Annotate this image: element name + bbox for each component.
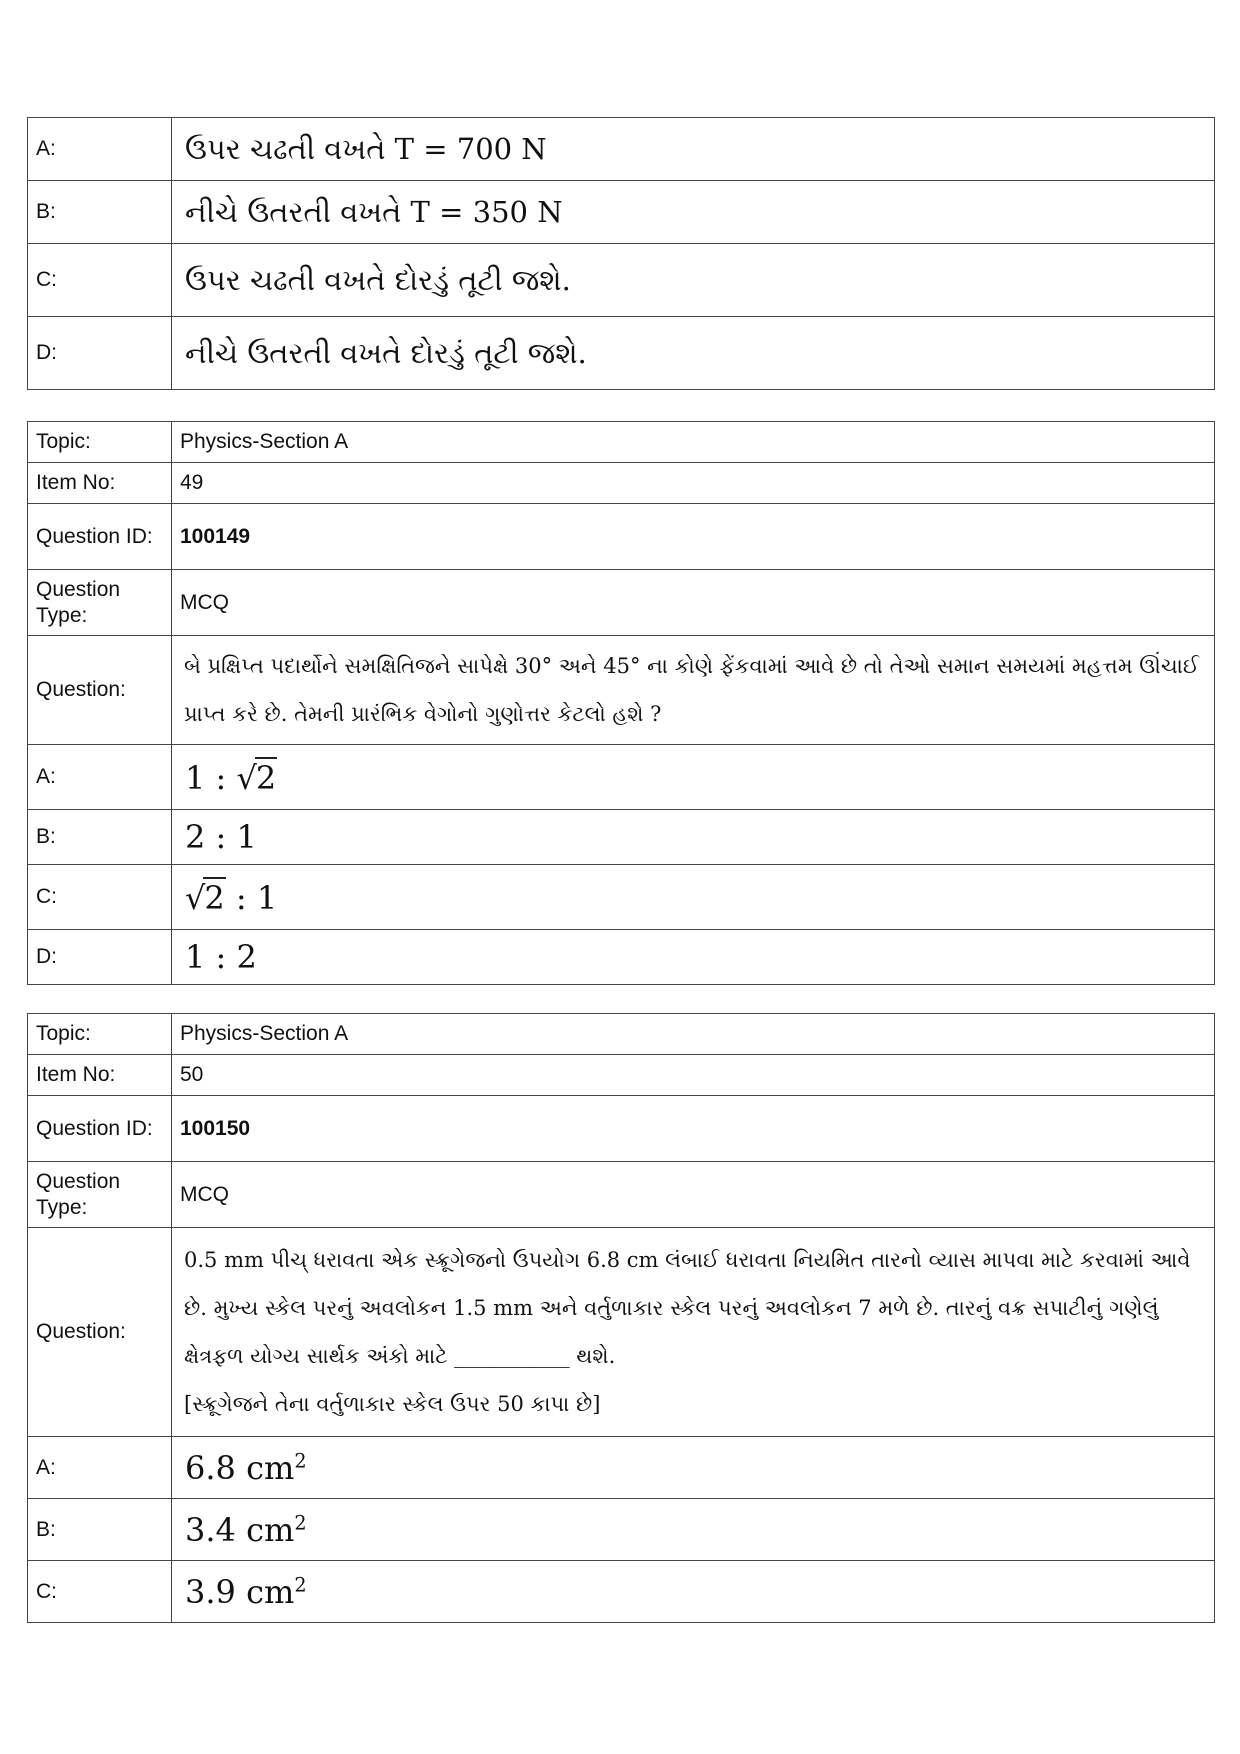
question-type-row xyxy=(28,570,1215,636)
topic-row xyxy=(28,1014,1215,1055)
option-b-text: નીચે ઉતરતી વખતે T = 350 N xyxy=(172,181,1215,244)
question-label: Question: xyxy=(28,636,172,745)
question-id-label: Question ID: xyxy=(28,504,172,570)
question-type-value: MCQ xyxy=(172,570,1215,636)
question-text: બે પ્રક્ષિપ્ત પદાર્થોને સમક્ષિતિજને સાપેક્ષે 30° અને 45° ના કોણે ફેંકવામાં આવે છે તો તેઓ સમાન સમયમાં મહત્તમ ઊંચાઈ પ્રાપ્ત કરે છે. તેમની પ્રારંભિક વેગોનો ગુણોત્તર કેટલો હશે ? xyxy=(172,636,1215,745)
option-d-text: નીચે ઉતરતી વખતે દોરડું તૂટી જશે. xyxy=(172,317,1215,390)
option-label: B: xyxy=(28,1499,172,1561)
option-label: B: xyxy=(28,181,172,244)
option-label: B: xyxy=(28,810,172,865)
option-row xyxy=(28,181,1215,244)
exponent: 2 xyxy=(294,1510,307,1534)
option-a-value xyxy=(172,745,1215,810)
topic-row xyxy=(28,422,1215,463)
option-a-text: ઉપર ચઢતી વખતે T = 700 N xyxy=(172,118,1215,181)
option-a-value xyxy=(172,1437,1215,1499)
radicand: 2 xyxy=(204,879,225,917)
option-c-value xyxy=(172,1561,1215,1623)
topic-value: Physics-Section A xyxy=(172,1014,1215,1055)
question-text xyxy=(172,1228,1215,1437)
exponent: 2 xyxy=(294,1448,307,1472)
question-body: 0.5 mm પીચ્ ધરાવતા એક સ્ક્રૂગેજનો ઉપયોગ 6.8 cm લંબાઈ ધરાવતા નિયમિત તારનો વ્યાસ માપવા માટે કરવામાં આવે છે. મુખ્ય સ્કેલ પરનું અવલોકન 1.5 mm અને વર્તુળાકાર સ્કેલ પરનું અવલોકન 7 મળે છે. તારનું વક્ર સપાટીનું ગણેલું ક્ષેત્રફળ યોગ્ય સાર્થક અંકો માટે ___________ થશે. xyxy=(184,1248,1191,1368)
option-a-prefix: 1 : xyxy=(185,759,237,797)
question-id-label: Question ID: xyxy=(28,1096,172,1162)
radicand: 2 xyxy=(255,759,277,797)
item-row xyxy=(28,1055,1215,1096)
option-row xyxy=(28,244,1215,317)
question-id-value: 100149 xyxy=(172,504,1215,570)
option-label: A: xyxy=(28,118,172,181)
question-49-table xyxy=(27,421,1215,985)
question-note: [સ્ક્રૂગેજને તેના વર્તુળાકાર સ્કેલ ઉપર 50 કાપા છે] xyxy=(184,1392,601,1416)
sqrt-symbol: √2 xyxy=(185,879,225,917)
question-id-row xyxy=(28,1096,1215,1162)
option-row xyxy=(28,317,1215,390)
question-id-value: 100150 xyxy=(172,1096,1215,1162)
option-row xyxy=(28,810,1215,865)
question-row xyxy=(28,1228,1215,1437)
question-type-value: MCQ xyxy=(172,1162,1215,1228)
option-label: C: xyxy=(28,1561,172,1623)
option-row xyxy=(28,1561,1215,1623)
item-row xyxy=(28,463,1215,504)
option-row xyxy=(28,930,1215,985)
option-label: A: xyxy=(28,1437,172,1499)
option-c-value xyxy=(172,865,1215,930)
option-label: A: xyxy=(28,745,172,810)
question-id-row xyxy=(28,504,1215,570)
item-value: 50 xyxy=(172,1055,1215,1096)
topic-value: Physics-Section A xyxy=(172,422,1215,463)
option-label: C: xyxy=(28,865,172,930)
option-b-value: 2 : 1 xyxy=(172,810,1215,865)
option-label: D: xyxy=(28,930,172,985)
question-50-table xyxy=(27,1013,1215,1623)
topic-label: Topic: xyxy=(28,1014,172,1055)
question-row xyxy=(28,636,1215,745)
option-b-value xyxy=(172,1499,1215,1561)
option-label: D: xyxy=(28,317,172,390)
option-row xyxy=(28,118,1215,181)
option-a-number: 6.8 cm xyxy=(185,1448,295,1487)
option-row xyxy=(28,1499,1215,1561)
item-label: Item No: xyxy=(28,463,172,504)
option-row xyxy=(28,745,1215,810)
option-c-text: ઉપર ચઢતી વખતે દોરડું તૂટી જશે. xyxy=(172,244,1215,317)
option-d-value: 1 : 2 xyxy=(172,930,1215,985)
option-b-number: 3.4 cm xyxy=(185,1510,295,1549)
option-row xyxy=(28,1437,1215,1499)
question-type-row xyxy=(28,1162,1215,1228)
question-type-label: Question Type: xyxy=(28,570,172,636)
sqrt-symbol: √2 xyxy=(236,759,277,797)
exponent: 2 xyxy=(294,1572,307,1596)
item-label: Item No: xyxy=(28,1055,172,1096)
item-value: 49 xyxy=(172,463,1215,504)
option-row xyxy=(28,865,1215,930)
topic-label: Topic: xyxy=(28,422,172,463)
question-label: Question: xyxy=(28,1228,172,1437)
question-type-label: Question Type: xyxy=(28,1162,172,1228)
option-c-number: 3.9 cm xyxy=(185,1572,295,1611)
question-48-options-table xyxy=(27,117,1215,390)
option-label: C: xyxy=(28,244,172,317)
option-c-suffix: : 1 xyxy=(225,879,278,917)
